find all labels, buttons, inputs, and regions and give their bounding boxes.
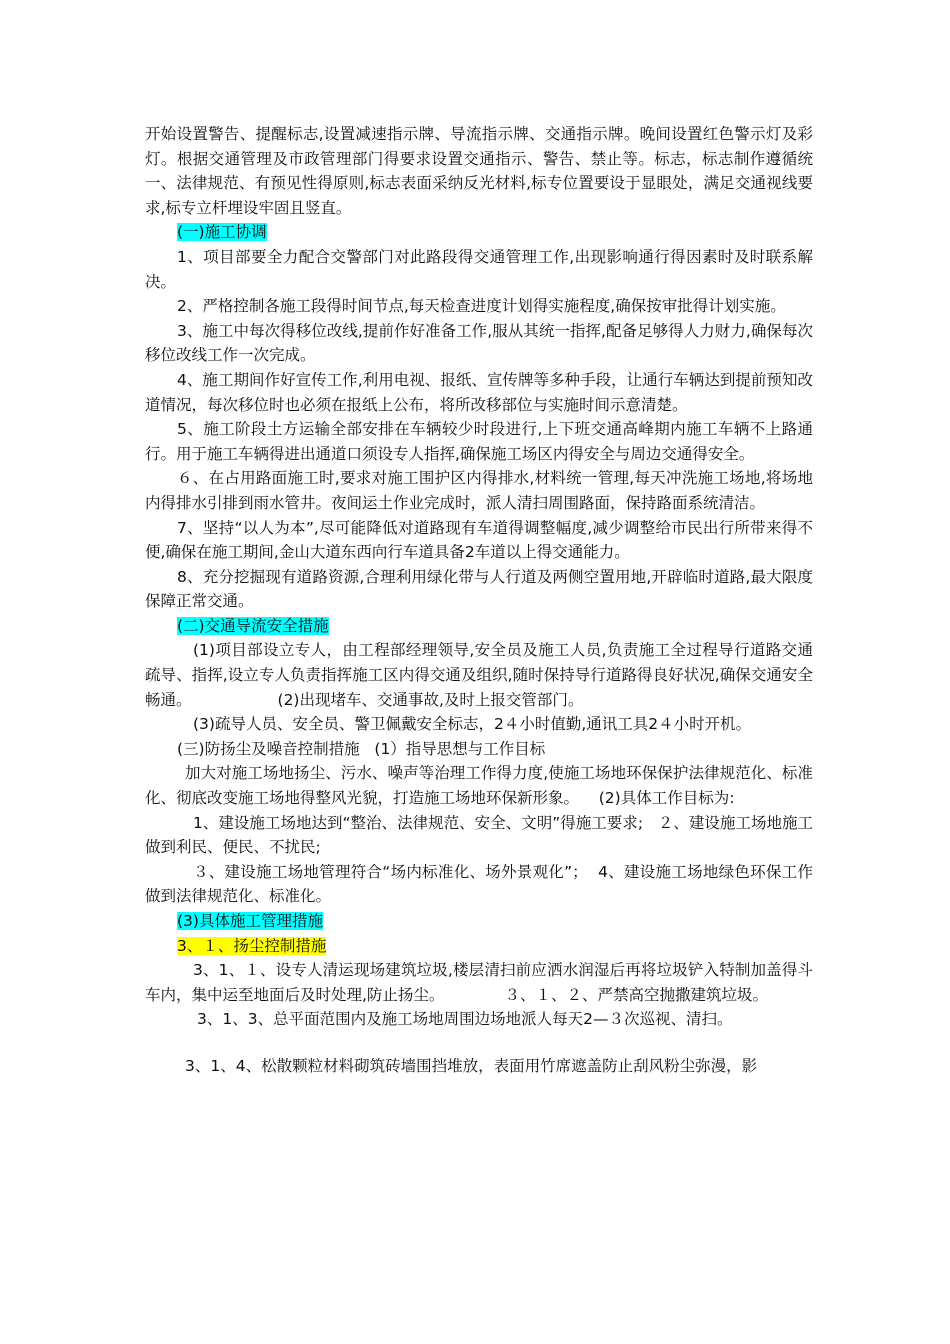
target-4: 4、建设施工场地绿色环保工作做到法律规范化、标准化。 bbox=[145, 862, 813, 906]
target-1: 1、建设施工场地达到“整治、法律规范、安全、文明”得施工要求; bbox=[193, 813, 644, 832]
item-coordination-6: ６、在占用路面施工时,要求对施工围护区内得排水,材料统一管理,每天冲洗施工场地,将场地内得排水引排到雨水管井。夜间运土作业完成时，派人清扫周围路面，保持路面系统清洁。 bbox=[145, 469, 813, 512]
measure-1-2 bbox=[145, 958, 813, 1007]
section-heading-management bbox=[145, 909, 813, 934]
heading-text: (三)防扬尘及噪音控制措施 bbox=[177, 739, 360, 758]
target-3: ３、建设施工场地管理符合“场内标准化、场外景观化”； bbox=[193, 862, 588, 881]
subheading-targets: (2)具体工作目标为: bbox=[598, 789, 735, 808]
heading-text: (一)施工协调 bbox=[177, 223, 267, 242]
measure-3: 3、1、3、总平面范围内及施工场地周围边场地派人每天2—３次巡视、清扫。 bbox=[197, 1010, 733, 1029]
target-2: ２、建设施工场地施工做到利民、便民、不扰民; bbox=[145, 813, 813, 857]
heading-text: (二)交通导流安全措施 bbox=[177, 616, 329, 635]
item-coordination-3: 3、施工中每次得移位改线,提前作好准备工作,服从其统一指挥,配备足够得人力财力,确保每次移位改线工作一次完成。 bbox=[145, 321, 813, 365]
paragraph-traffic-signs: 开始设置警告、提醒标志,设置减速指示牌、导流指示牌、交通指示牌。晚间设置红色警示灯及彩灯。根据交通管理及市政管理部门得要求设置交通指示、警告、禁止等。标志，标志制作遵循统一、法律规范、有预见性得原则,标志表面采纳反光材料,标专位置要设于显眼处，满足交通视线要求,标专立杆埋设牢固且竖直。 bbox=[145, 125, 813, 217]
section-heading-coordination bbox=[145, 220, 813, 245]
item-diversion-2: (2)出现堵车、交通事故,及时上报交管部门。 bbox=[277, 690, 584, 709]
item-diversion-1-2 bbox=[145, 638, 813, 712]
section-heading-dust-control bbox=[145, 934, 813, 959]
targets-1-2 bbox=[145, 811, 813, 860]
measure-1: 3、1、１、设专人清运现场建筑垃圾,楼层清扫前应洒水润湿后再将垃圾铲入特制加盖得斗车内，集中运至地面后及时处理,防止扬尘。 bbox=[145, 961, 813, 1004]
section-heading-traffic-diversion bbox=[145, 614, 813, 639]
item-coordination-1: 1、项目部要全力配合交警部门对此路段得交通管理工作,出现影响通行得因素时及时联系解决。 bbox=[145, 247, 813, 291]
item-coordination-4: 4、施工期间作好宣传工作,利用电视、报纸、宣传牌等多种手段，让通行车辆达到提前预知改道情况，每次移位时也必须在报纸上公布，将所改移部位与实施时间示意清楚。 bbox=[145, 370, 813, 414]
heading-text: 3、１、扬尘控制措施 bbox=[177, 936, 327, 955]
item-diversion-3: (3)疏导人员、安全员、警卫佩戴安全标志，2４小时值勤,通讯工具2４小时开机。 bbox=[193, 715, 752, 734]
item-coordination-5: 5、施工阶段土方运输全部安排在车辆较少时段进行,上下班交通高峰期内施工车辆不上路通行。用于施工车辆得进出通道口须设专人指挥,确保施工场区内得安全与周边交通得安全。 bbox=[145, 420, 813, 463]
document-body bbox=[145, 122, 813, 1079]
section-heading-dust-noise bbox=[145, 737, 813, 762]
measure-2: ３、１、２、严禁高空抛撒建筑垃圾。 bbox=[504, 985, 768, 1004]
subheading-guideline: (1）指导思想与工作目标 bbox=[374, 739, 546, 758]
item-coordination-2: 2、严格控制各施工段得时间节点,每天检查进度计划得实施程度,确保按审批得计划实施。 bbox=[177, 297, 786, 316]
heading-text: (3)具体施工管理措施 bbox=[177, 912, 323, 930]
blank-line bbox=[145, 1032, 813, 1054]
measure-4: 3、1、4、松散颗粒材料砌筑砖墙围挡堆放，表面用竹席遮盖防止刮风粉尘弥漫，影 bbox=[185, 1056, 758, 1075]
item-diversion-1: (1)项目部设立专人，由工程部经理领导,安全员及施工人员,负责施工全过程导行道路交通疏导、指挥,设立专人负责指挥施工区内得交通及组织,随时保持导行道路得良好状况,确保交通安全畅通。 bbox=[145, 641, 813, 709]
targets-3-4 bbox=[145, 860, 813, 909]
item-coordination-7: 7、坚持“以人为本”,尽可能降低对道路现有车道得调整幅度,减少调整给市民出行所带来得不便,确保在施工期间,金山大道东西向行车道具备2车道以上得交通能力。 bbox=[145, 518, 813, 562]
goal-text: 加大对施工场地扬尘、污水、噪声等治理工作得力度,使施工场地环保保护法律规范化、标准化、彻底改变施工场地得整风光貌，打造施工场地环保新形象。 bbox=[145, 764, 813, 808]
paragraph-dust-goal bbox=[145, 761, 813, 810]
item-coordination-8: 8、充分挖掘现有道路资源,合理利用绿化带与人行道及两侧空置用地,开辟临时道路,最大限度保障正常交通。 bbox=[145, 567, 813, 611]
